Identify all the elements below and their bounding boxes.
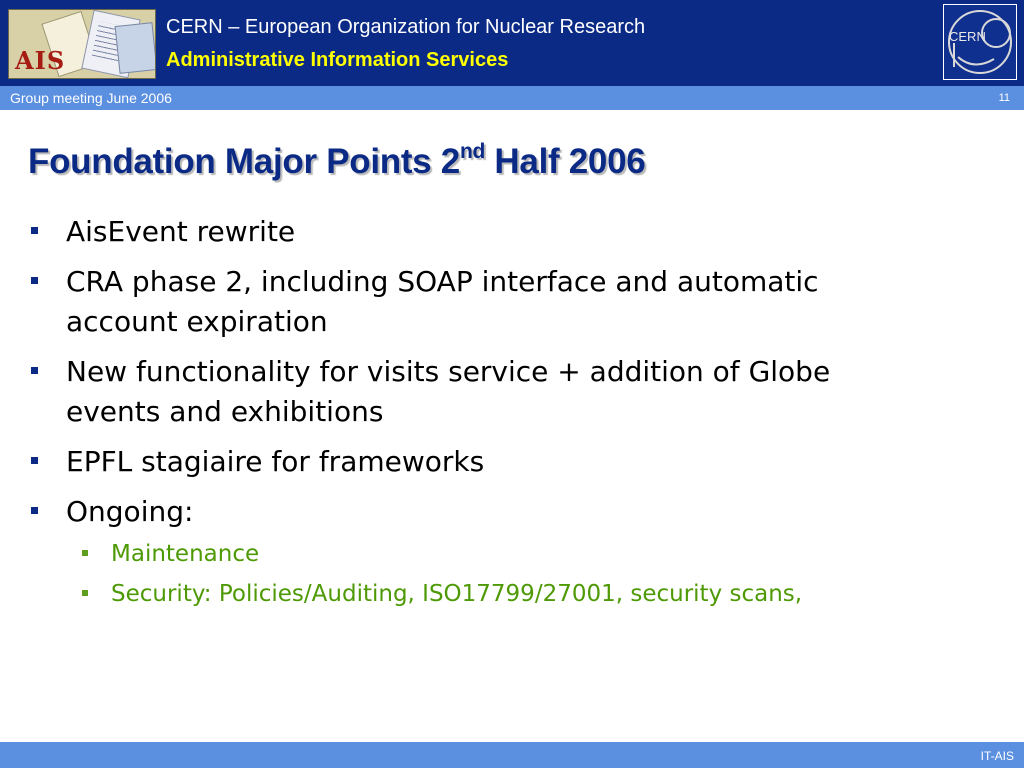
header-bar xyxy=(0,0,1024,86)
bullet-square-icon xyxy=(82,590,88,596)
ais-logo xyxy=(8,9,156,79)
bullet-square-icon xyxy=(31,367,38,374)
list-item-text: Security: Policies/Auditing, ISO17799/27001, security scans, xyxy=(111,581,803,607)
list-item-text: AisEvent rewrite xyxy=(66,215,296,248)
list-item-text: Maintenance xyxy=(111,541,260,567)
list-item-text: events and exhibitions xyxy=(66,395,384,428)
cern-logo-text: CERN xyxy=(949,29,986,44)
slide-number: 11 xyxy=(998,92,1010,104)
footer-bar xyxy=(0,742,1024,768)
service-name: Administrative Information Services xyxy=(166,49,509,71)
slide-title xyxy=(28,140,645,182)
slide-title-end: Half 2006 xyxy=(485,142,646,181)
ais-logo-text: AIS xyxy=(15,46,66,75)
slide-title-main: Foundation Major Points 2 xyxy=(28,142,460,181)
footer-label: IT-AIS xyxy=(980,749,1014,763)
bullet-square-icon xyxy=(31,227,38,234)
bullet-square-icon xyxy=(82,550,88,556)
meeting-label: Group meeting June 2006 xyxy=(10,90,172,106)
meeting-bar xyxy=(0,86,1024,110)
list-item-text: account expiration xyxy=(66,305,328,338)
slide-title-superscript: nd xyxy=(459,140,485,163)
list-item-text: New functionality for visits service + addition of Globe xyxy=(66,355,831,388)
organization-name: CERN – European Organization for Nuclear Research xyxy=(166,16,646,38)
bullet-square-icon xyxy=(31,457,38,464)
cern-logo xyxy=(943,4,1017,80)
list-item-text: EPFL stagiaire for frameworks xyxy=(66,445,485,478)
bullet-square-icon xyxy=(31,507,38,514)
bullet-square-icon xyxy=(31,277,38,284)
list-item-text: CRA phase 2, including SOAP interface and automatic xyxy=(66,265,819,298)
list-item-text: Ongoing: xyxy=(66,495,194,528)
